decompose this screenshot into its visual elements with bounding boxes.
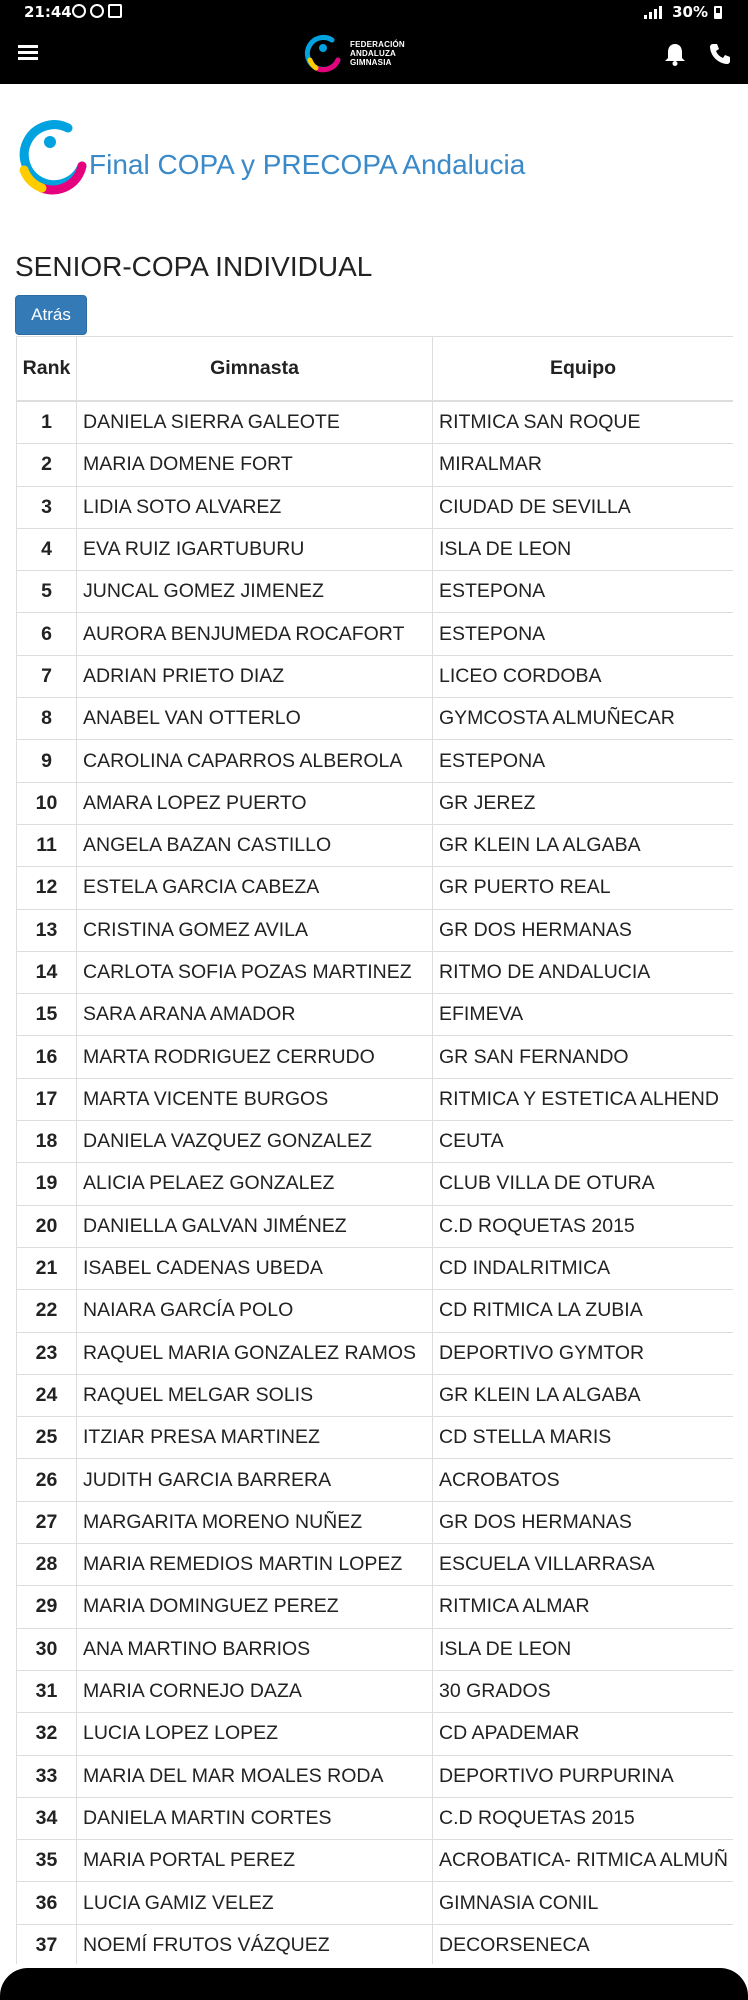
rank-cell: 31 — [17, 1670, 77, 1712]
gymnast-cell: EVA RUIZ IGARTUBURU — [77, 528, 433, 570]
rank-cell: 13 — [17, 909, 77, 951]
team-cell: CD STELLA MARIS — [433, 1417, 734, 1459]
rank-cell: 18 — [17, 1121, 77, 1163]
rank-cell: 36 — [17, 1882, 77, 1924]
team-cell: RITMO DE ANDALUCIA — [433, 951, 734, 993]
gymnast-cell: DANIELA VAZQUEZ GONZALEZ — [77, 1121, 433, 1163]
table-row — [17, 1882, 734, 1924]
rank-cell: 23 — [17, 1332, 77, 1374]
rank-cell: 29 — [17, 1586, 77, 1628]
gymnast-cell: ADRIAN PRIETO DIAZ — [77, 655, 433, 697]
results-table-container[interactable] — [16, 336, 733, 1964]
gymnast-cell: ITZIAR PRESA MARTINEZ — [77, 1417, 433, 1459]
team-cell: RITMICA SAN ROQUE — [433, 401, 734, 444]
team-cell: DEPORTIVO GYMTOR — [433, 1332, 734, 1374]
team-cell: EFIMEVA — [433, 994, 734, 1036]
team-cell: CIUDAD DE SEVILLA — [433, 486, 734, 528]
rank-cell: 5 — [17, 571, 77, 613]
battery-percent: 30% — [672, 3, 708, 21]
gymnast-cell: ANABEL VAN OTTERLO — [77, 698, 433, 740]
gymnast-cell: DANIELA MARTIN CORTES — [77, 1797, 433, 1839]
table-row — [17, 698, 734, 740]
rank-cell: 30 — [17, 1628, 77, 1670]
team-cell: GR DOS HERMANAS — [433, 1501, 734, 1543]
table-row — [17, 1417, 734, 1459]
gymnast-cell: MARIA DOMINGUEZ PEREZ — [77, 1586, 433, 1628]
battery-icon — [714, 6, 722, 19]
table-row — [17, 1797, 734, 1839]
table-row — [17, 1121, 734, 1163]
table-row — [17, 1374, 734, 1416]
team-cell: RITMICA Y ESTETICA ALHEND — [433, 1078, 734, 1120]
gymnast-cell: SARA ARANA AMADOR — [77, 994, 433, 1036]
gymnast-cell: MARTA RODRIGUEZ CERRUDO — [77, 1036, 433, 1078]
table-row — [17, 613, 734, 655]
gymnast-cell: ESTELA GARCIA CABEZA — [77, 867, 433, 909]
gymnast-cell: NAIARA GARCÍA POLO — [77, 1290, 433, 1332]
team-cell: GR KLEIN LA ALGABA — [433, 824, 734, 866]
notification-icons — [72, 4, 122, 18]
table-row — [17, 740, 734, 782]
gymnast-cell: ANGELA BAZAN CASTILLO — [77, 824, 433, 866]
table-row — [17, 909, 734, 951]
team-cell: MIRALMAR — [433, 444, 734, 486]
table-row — [17, 994, 734, 1036]
team-cell: CD INDALRITMICA — [433, 1247, 734, 1289]
gymnast-cell: JUNCAL GOMEZ JIMENEZ — [77, 571, 433, 613]
team-cell: DECORSENECA — [433, 1924, 734, 1964]
notification-app-icon — [90, 4, 104, 18]
table-row — [17, 655, 734, 697]
results-table — [16, 336, 733, 1964]
rank-cell: 37 — [17, 1924, 77, 1964]
table-row — [17, 528, 734, 570]
whatsapp-icon — [72, 4, 86, 18]
rank-cell: 2 — [17, 444, 77, 486]
team-cell: ESTEPONA — [433, 740, 734, 782]
team-cell: ISLA DE LEON — [433, 1628, 734, 1670]
signal-icon — [644, 5, 666, 19]
gymnast-cell: AURORA BENJUMEDA ROCAFORT — [77, 613, 433, 655]
table-row — [17, 951, 734, 993]
team-cell: CLUB VILLA DE OTURA — [433, 1163, 734, 1205]
gymnast-cell: CRISTINA GOMEZ AVILA — [77, 909, 433, 951]
table-row — [17, 1459, 734, 1501]
gallery-icon — [108, 4, 122, 18]
rank-cell: 1 — [17, 401, 77, 444]
table-row — [17, 1670, 734, 1712]
rank-cell: 33 — [17, 1755, 77, 1797]
team-cell: GR DOS HERMANAS — [433, 909, 734, 951]
team-cell: RITMICA ALMAR — [433, 1586, 734, 1628]
table-row — [17, 1755, 734, 1797]
team-cell: GR JEREZ — [433, 782, 734, 824]
rank-cell: 24 — [17, 1374, 77, 1416]
table-row — [17, 1078, 734, 1120]
brand-line: ANDALUZA — [350, 48, 397, 58]
table-row — [17, 486, 734, 528]
gymnast-cell: MARIA DEL MAR MOALES RODA — [77, 1755, 433, 1797]
rank-cell: 28 — [17, 1544, 77, 1586]
gymnast-cell: ANA MARTINO BARRIOS — [77, 1628, 433, 1670]
rank-cell: 12 — [17, 867, 77, 909]
gymnast-cell: DANIELLA GALVAN JIMÉNEZ — [77, 1205, 433, 1247]
rank-cell: 22 — [17, 1290, 77, 1332]
table-row — [17, 1205, 734, 1247]
rank-cell: 15 — [17, 994, 77, 1036]
table-row — [17, 1501, 734, 1543]
table-row — [17, 401, 734, 444]
section-title: SENIOR-COPA INDIVIDUAL — [15, 251, 373, 282]
header-team: Equipo — [433, 337, 734, 402]
rank-cell: 34 — [17, 1797, 77, 1839]
brand-line: FEDERACIÓN — [350, 39, 405, 49]
gymnast-cell: MARIA PORTAL PEREZ — [77, 1840, 433, 1882]
team-cell: LICEO CORDOBA — [433, 655, 734, 697]
menu-icon[interactable] — [18, 45, 38, 61]
gymnast-cell: ISABEL CADENAS UBEDA — [77, 1247, 433, 1289]
gymnast-cell: CARLOTA SOFIA POZAS MARTINEZ — [77, 951, 433, 993]
gymnast-cell: AMARA LOPEZ PUERTO — [77, 782, 433, 824]
team-cell: DEPORTIVO PURPURINA — [433, 1755, 734, 1797]
rank-cell: 17 — [17, 1078, 77, 1120]
app-bar — [0, 24, 748, 84]
rank-cell: 21 — [17, 1247, 77, 1289]
table-row — [17, 444, 734, 486]
rank-cell: 19 — [17, 1163, 77, 1205]
navigation-gesture-bar — [0, 1968, 748, 2000]
brand-line: GIMNASIA — [350, 57, 392, 67]
table-row — [17, 1332, 734, 1374]
status-right — [644, 3, 722, 21]
table-row — [17, 1163, 734, 1205]
status-time: 21:44 — [24, 3, 72, 21]
rank-cell: 4 — [17, 528, 77, 570]
table-header-row — [17, 337, 734, 402]
gymnast-cell: LUCIA GAMIZ VELEZ — [77, 1882, 433, 1924]
gymnast-cell: MARTA VICENTE BURGOS — [77, 1078, 433, 1120]
table-row — [17, 1924, 734, 1964]
gymnast-cell: MARIA DOMENE FORT — [77, 444, 433, 486]
table-row — [17, 1290, 734, 1332]
rank-cell: 32 — [17, 1713, 77, 1755]
rank-cell: 14 — [17, 951, 77, 993]
rank-cell: 10 — [17, 782, 77, 824]
brand-text — [350, 40, 405, 67]
rank-cell: 8 — [17, 698, 77, 740]
table-row — [17, 824, 734, 866]
gymnast-cell: ALICIA PELAEZ GONZALEZ — [77, 1163, 433, 1205]
team-cell: ACROBATICA- RITMICA ALMUÑ — [433, 1840, 734, 1882]
rank-cell: 26 — [17, 1459, 77, 1501]
gymnast-cell: LIDIA SOTO ALVAREZ — [77, 486, 433, 528]
bell-icon[interactable] — [664, 42, 686, 66]
federation-logo-icon — [302, 32, 344, 74]
team-cell: CD APADEMAR — [433, 1713, 734, 1755]
federation-logo-large-icon — [14, 118, 90, 200]
table-row — [17, 1247, 734, 1289]
team-cell: C.D ROQUETAS 2015 — [433, 1205, 734, 1247]
rank-cell: 6 — [17, 613, 77, 655]
team-cell: ESTEPONA — [433, 613, 734, 655]
team-cell: ACROBATOS — [433, 1459, 734, 1501]
table-row — [17, 1586, 734, 1628]
table-row — [17, 782, 734, 824]
table-row — [17, 1036, 734, 1078]
status-bar — [0, 0, 748, 24]
gymnast-cell: MARIA REMEDIOS MARTIN LOPEZ — [77, 1544, 433, 1586]
team-cell: ESTEPONA — [433, 571, 734, 613]
rank-cell: 9 — [17, 740, 77, 782]
gymnast-cell: DANIELA SIERRA GALEOTE — [77, 401, 433, 444]
team-cell: ESCUELA VILLARRASA — [433, 1544, 734, 1586]
team-cell: C.D ROQUETAS 2015 — [433, 1797, 734, 1839]
team-cell: GR SAN FERNANDO — [433, 1036, 734, 1078]
brand-logo[interactable] — [302, 28, 412, 78]
rank-cell: 3 — [17, 486, 77, 528]
gymnast-cell: LUCIA LOPEZ LOPEZ — [77, 1713, 433, 1755]
gymnast-cell: JUDITH GARCIA BARRERA — [77, 1459, 433, 1501]
team-cell: ISLA DE LEON — [433, 528, 734, 570]
phone-icon[interactable] — [708, 42, 732, 66]
rank-cell: 20 — [17, 1205, 77, 1247]
rank-cell: 35 — [17, 1840, 77, 1882]
team-cell: GR PUERTO REAL — [433, 867, 734, 909]
header-rank: Rank — [17, 337, 77, 402]
team-cell: CD RITMICA LA ZUBIA — [433, 1290, 734, 1332]
gymnast-cell: MARIA CORNEJO DAZA — [77, 1670, 433, 1712]
rank-cell: 27 — [17, 1501, 77, 1543]
page-title: Final COPA y PRECOPA Andalucia — [89, 149, 526, 180]
team-cell: CEUTA — [433, 1121, 734, 1163]
rank-cell: 11 — [17, 824, 77, 866]
team-cell: GYMCOSTA ALMUÑECAR — [433, 698, 734, 740]
rank-cell: 7 — [17, 655, 77, 697]
gymnast-cell: MARGARITA MORENO NUÑEZ — [77, 1501, 433, 1543]
table-row — [17, 1840, 734, 1882]
gymnast-cell: NOEMÍ FRUTOS VÁZQUEZ — [77, 1924, 433, 1964]
table-row — [17, 1713, 734, 1755]
table-row — [17, 571, 734, 613]
team-cell: GIMNASIA CONIL — [433, 1882, 734, 1924]
team-cell: 30 GRADOS — [433, 1670, 734, 1712]
back-button[interactable]: Atrás — [15, 295, 87, 335]
header-gymnast: Gimnasta — [77, 337, 433, 402]
gymnast-cell: RAQUEL MARIA GONZALEZ RAMOS — [77, 1332, 433, 1374]
table-row — [17, 1544, 734, 1586]
gymnast-cell: CAROLINA CAPARROS ALBEROLA — [77, 740, 433, 782]
rank-cell: 25 — [17, 1417, 77, 1459]
rank-cell: 16 — [17, 1036, 77, 1078]
table-row — [17, 1628, 734, 1670]
table-row — [17, 867, 734, 909]
gymnast-cell: RAQUEL MELGAR SOLIS — [77, 1374, 433, 1416]
team-cell: GR KLEIN LA ALGABA — [433, 1374, 734, 1416]
